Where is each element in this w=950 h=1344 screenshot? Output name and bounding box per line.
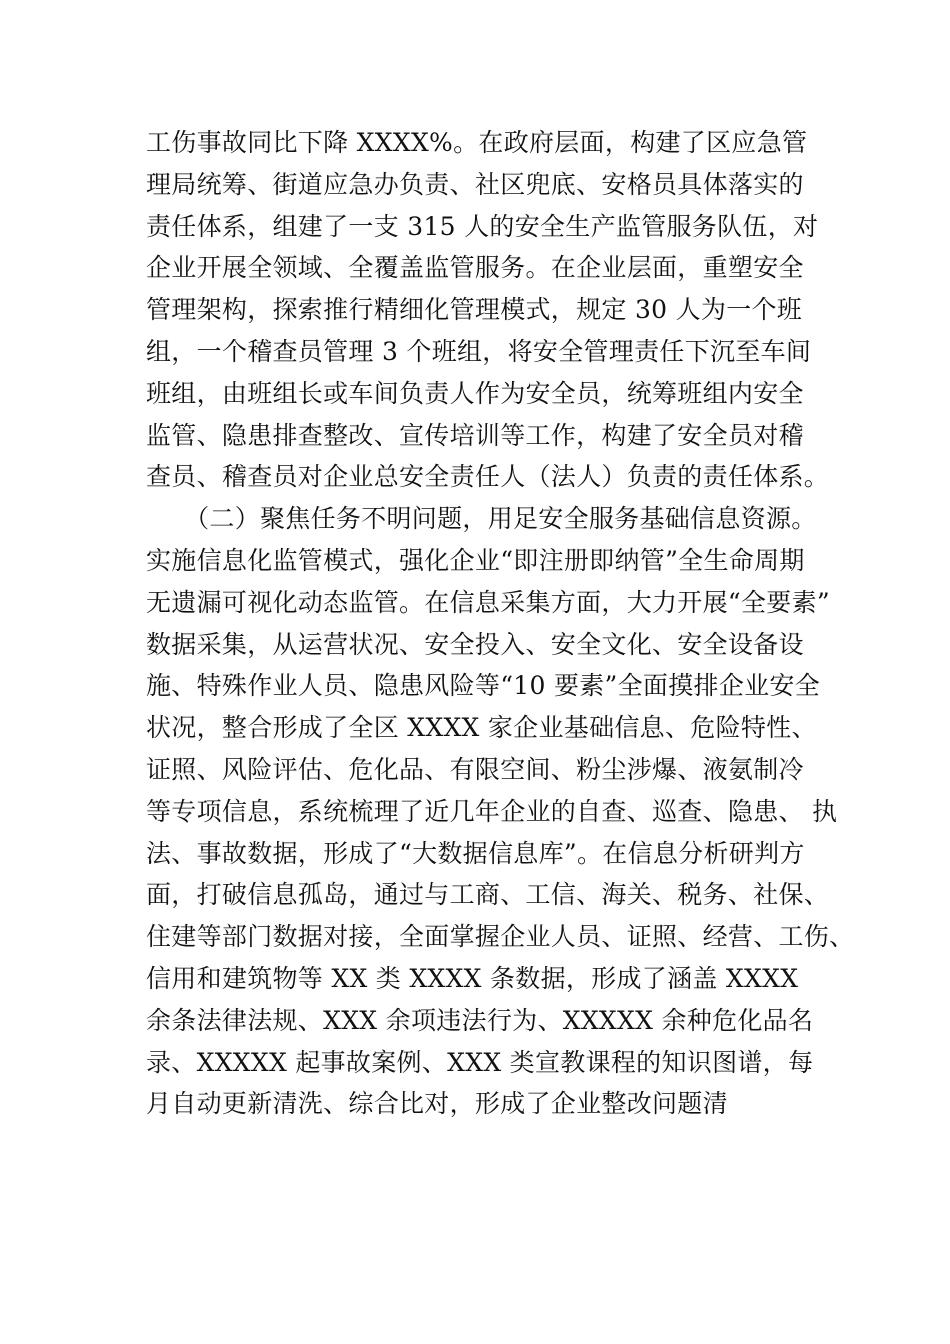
text-line-5: 管理架构，探索推行精细化管理模式，规定 30 人为一个班: [146, 295, 803, 325]
body-text: [146, 122, 855, 1125]
text-line-11: 实施信息化监管模式，强化企业“即注册即纳管”全生命周期: [146, 545, 805, 575]
section-heading-2: （二）聚焦任务不明问题，用足安全服务基础信息资源。: [146, 504, 817, 534]
text-line-9: 查员、稽查员对企业总安全责任人（法人）负责的责任体系。: [146, 462, 830, 492]
text-line-20: 住建等部门数据对接，全面掌握企业人员、证照、经营、工伤、: [146, 922, 855, 952]
text-line-19: 面，打破信息孤岛，通过与工商、工信、海关、税务、社保、: [146, 880, 830, 910]
text-line-6: 组，一个稽查员管理 3 个班组，将安全管理责任下沉至车间: [146, 336, 812, 366]
text-line-18: 法、事故数据，形成了“大数据信息库”。在信息分析研判方: [146, 838, 805, 868]
text-line-1: 工伤事故同比下降 XXXX%。在政府层面，构建了区应急管: [146, 128, 808, 157]
text-line-4: 企业开展全领域、全覆盖监管服务。在企业层面，重塑安全: [146, 253, 804, 283]
text-line-24: 月自动更新清洗、综合比对，形成了企业整改问题清: [146, 1089, 728, 1119]
text-line-21: 信用和建筑物等 XX 类 XXXX 条数据，形成了涵盖 XXXX: [146, 963, 799, 993]
text-line-3: 责任体系，组建了一支 315 人的安全生产监管服务队伍，对: [146, 211, 819, 241]
text-line-22: 余条法律法规、XXX 余项违法行为、XXXXX 余种危化品名: [146, 1005, 814, 1035]
text-line-8: 监管、隐患排查整改、宣传培训等工作，构建了安全员对稽: [146, 420, 804, 450]
text-line-13: 数据采集，从运营状况、安全投入、安全文化、安全设备设: [146, 629, 804, 659]
text-line-16: 证照、风险评估、危化品、有限空间、粉尘涉爆、液氨制冷: [146, 754, 804, 784]
text-line-23: 录、XXXXX 起事故案例、XXX 类宣教课程的知识图谱，每: [146, 1047, 814, 1077]
text-line-12: 无遗漏可视化动态监管。在信息采集方面，大力开展“全要素”: [146, 587, 830, 617]
text-line-14: 施、特殊作业人员、隐患风险等“10 要素”全面摸排企业安全: [146, 671, 821, 701]
text-line-17: 等专项信息，系统梳理了近几年企业的自查、巡查、隐患、 执: [146, 796, 838, 826]
text-line-2: 理局统筹、街道应急办负责、社区兜底、安格员具体落实的: [146, 169, 804, 199]
text-line-7: 班组，由班组长或车间负责人作为安全员，统筹班组内安全: [146, 378, 804, 408]
text-line-15: 状况，整合形成了全区 XXXX 家企业基础信息、危险特性、: [146, 713, 817, 743]
